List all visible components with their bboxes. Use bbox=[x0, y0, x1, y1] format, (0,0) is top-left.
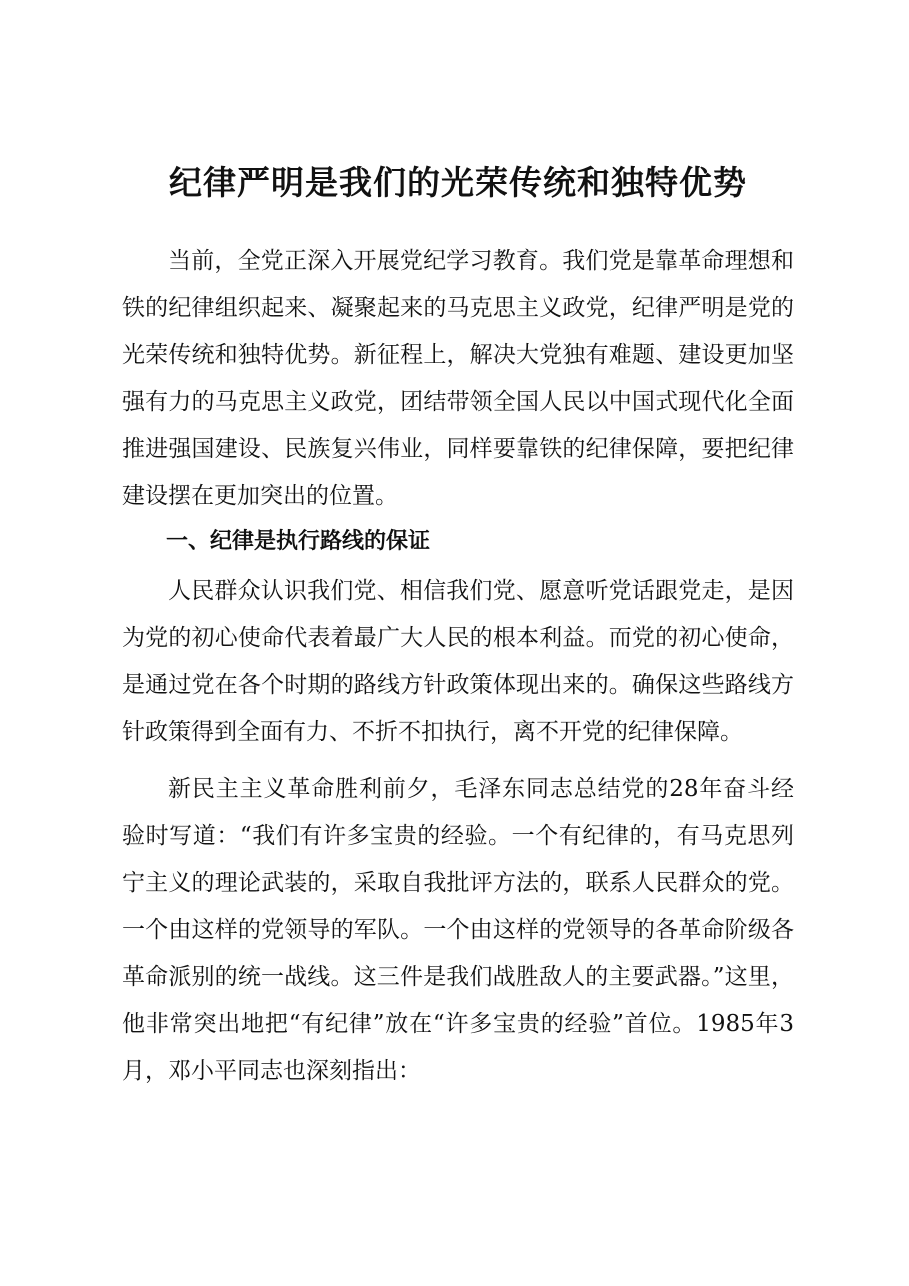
document-body bbox=[122, 150, 794, 1095]
paragraph-gap bbox=[122, 756, 794, 766]
section-heading: 一、纪律是执行路线的保证 bbox=[166, 529, 431, 554]
body-paragraph-1: 人民群众认识我们党、相信我们党、愿意听党话跟党走，是因为党的初心使命代表着最广大人民的根本利益。而党的初心使命，是通过党在各个时期的路线方针政策体现出来的。确保这些路线方针政策得到全面有力、不折不扣执行，离不开党的纪律保障。 bbox=[122, 578, 794, 745]
document-title: 纪律严明是我们的光荣传统和独特优势 bbox=[169, 163, 747, 202]
intro-paragraph: 当前，全党正深入开展党纪学习教育。我们党是靠革命理想和铁的纪律组织起来、凝聚起来的马克思主义政党，纪律严明是党的光荣传统和独特优势。新征程上，解决大党独有难题、建设更加坚强有力的马克思主义政党，团结带领全国人民以中国式现代化全面推进强国建设、民族复兴伟业，同样要靠铁的纪律保障，要把纪律建设摆在更加突出的位置。 bbox=[122, 248, 794, 509]
body-paragraph-2: 新民主主义革命胜利前夕，毛泽东同志总结党的28年奋斗经验时写道：“我们有许多宝贵的经验。一个有纪律的，有马克思列宁主义的理论武装的，采取自我批评方法的，联系人民群众的党。一个由这样的党领导的军队。一个由这样的党领导的各革命阶级各革命派别的统一战线。这三件是我们战胜敌人的主要武器。”这里，他非常突出地把“有纪律”放在“许多宝贵的经验”首位。1985年3月，邓小平同志也深刻指出： bbox=[122, 776, 794, 1084]
